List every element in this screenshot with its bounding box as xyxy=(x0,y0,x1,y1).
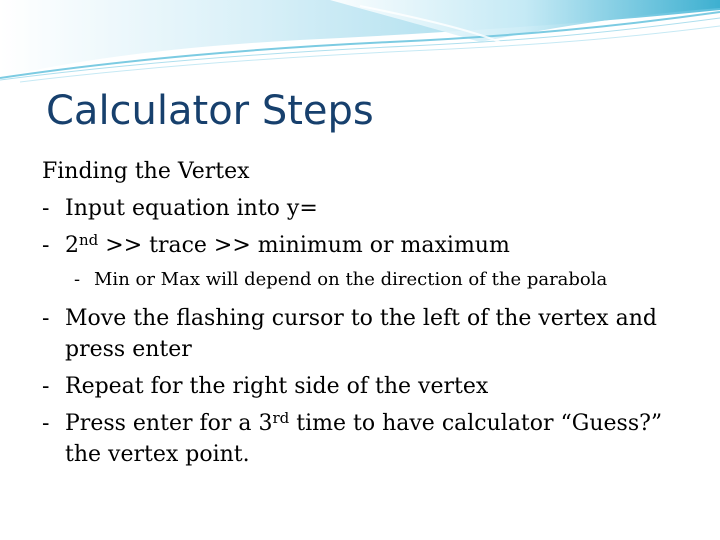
bullet-text: Min or Max will depend on the direction of the parabola xyxy=(94,269,608,290)
section-heading: Finding the Vertex xyxy=(42,159,250,184)
decorative-wave-banner xyxy=(0,0,720,90)
bullet-item-repeat-right xyxy=(42,371,702,402)
bullet-dash: - xyxy=(42,374,50,399)
bullet-dash: - xyxy=(42,306,50,331)
slide-body xyxy=(42,156,702,476)
bullet-text: Repeat for the right side of the vertex xyxy=(65,374,489,399)
bullet-text-pre: Press enter for a 3 xyxy=(65,411,273,436)
bullet-text-pre: 2 xyxy=(65,233,79,258)
bullet-dash: - xyxy=(74,269,81,290)
bullet-text-sup: nd xyxy=(79,231,99,249)
bullet-dash: - xyxy=(42,233,50,258)
sub-bullet-min-or-max xyxy=(74,267,702,293)
bullet-item-2nd-trace xyxy=(42,230,702,261)
slide-title: Calculator Steps xyxy=(46,88,374,134)
bullet-text: Input equation into y= xyxy=(65,196,318,221)
bullet-dash: - xyxy=(42,196,50,221)
bullet-dash: - xyxy=(42,411,50,436)
bullet-text-sup: rd xyxy=(272,409,290,427)
bullet-text: Move the flashing cursor to the left of the vertex and press enter xyxy=(65,306,657,362)
bullet-item-press-enter-guess xyxy=(42,408,702,470)
bullet-item-move-cursor xyxy=(42,303,702,365)
bullet-text-post: time to have calculator “Guess?” the vertex point. xyxy=(65,411,663,467)
bullet-text-post: >> trace >> minimum or maximum xyxy=(98,233,510,258)
bullet-item-input-equation xyxy=(42,193,702,224)
